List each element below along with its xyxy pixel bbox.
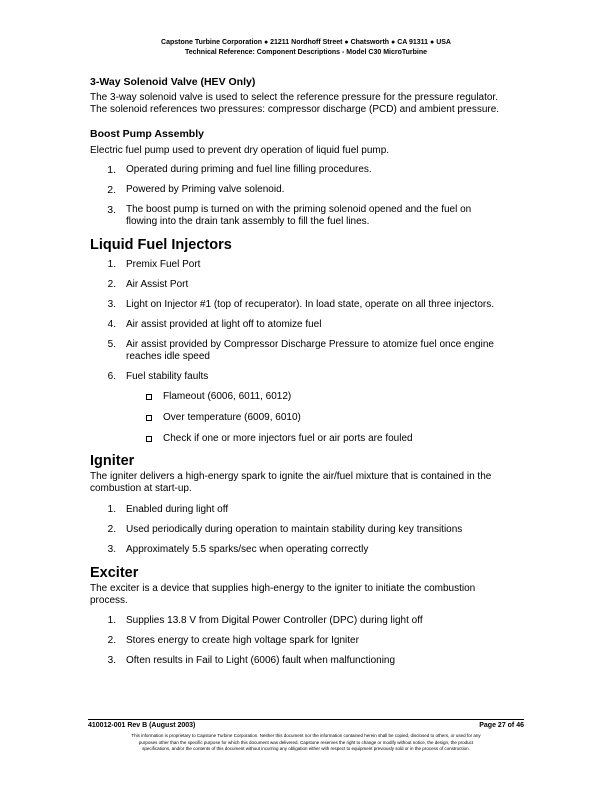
solenoid-heading: 3-Way Solenoid Valve (HEV Only) [90,76,256,88]
list-number: 4. [107,319,116,330]
list-item [90,371,530,383]
checkbox-bullet-icon [146,394,152,400]
list-number: 2. [107,635,116,646]
exciter-list [90,615,530,667]
list-number: 1. [107,504,116,515]
list-item [90,279,530,291]
list-text: Premix Fuel Port [126,259,201,270]
solenoid-text-1: The 3-way solenoid valve is used to select the reference pressure for the pressure regulator. [90,92,498,103]
list-number: 1. [107,259,116,270]
disclaimer-line: purposes other than the specific purpose for which this document was delivered. Capstone reserves the right to change or modify without notice, the design, the product [138,739,474,745]
boost-heading: Boost Pump Assembly [90,128,204,140]
list-text: Powered by Priming valve solenoid. [126,184,285,195]
exciter-text-1: The exciter is a device that supplies high-energy to the igniter to initiate the combustion [90,583,476,594]
sub-list-text: Over temperature (6009, 6010) [163,412,301,423]
page-footer [88,722,524,729]
list-number: 1. [107,164,116,176]
checkbox-bullet-icon [146,436,152,442]
list-item [90,164,530,176]
boost-list [90,164,530,228]
checkbox-bullet-icon [146,415,152,421]
list-number: 6. [107,371,116,382]
list-text: Operated during priming and fuel line filling procedures. [126,164,372,175]
list-text: Approximately 5.5 sparks/sec when operating correctly [126,544,369,555]
list-item [90,504,530,516]
injectors-list [90,259,530,383]
list-text: flowing into the drain tank assembly to fill the fuel lines. [126,216,370,227]
exciter-heading: Exciter [90,565,139,581]
solenoid-text-2: The solenoid references two pressures: compressor discharge (PCD) and ambient pressure. [90,104,500,115]
disclaimer [90,733,522,753]
list-text: Enabled during light off [126,504,229,515]
sub-list-text: Flameout (6006, 6011, 6012) [163,391,292,402]
document-number: 410012-001 Rev B (August 2003) [88,722,196,729]
list-item [90,615,530,627]
disclaimer-line: This information is proprietary to Capstone Turbine Corporation. Neither this document nor the information contained herein shall be copied, disclosed to others, or used for any [131,733,481,738]
list-number: 1. [107,615,116,626]
list-text: Air Assist Port [126,279,189,290]
list-number: 3. [107,655,116,666]
list-text: Light on Injector #1 (top of recuperator). In load state, operate on all three injectors. [126,299,494,310]
list-text: Used periodically during operation to maintain stability during key transitions [126,524,463,535]
list-item [90,635,530,647]
list-number: 2. [107,184,116,196]
igniter-heading: Igniter [90,453,135,469]
footer-divider [88,719,524,720]
sub-list-item [90,391,530,403]
sub-list-item [90,412,530,424]
boost-text: Electric fuel pump used to prevent dry operation of liquid fuel pump. [90,145,390,156]
page-content [90,76,530,667]
list-item [90,544,530,556]
list-text: Often results in Fail to Light (6006) fault when malfunctioning [126,655,396,666]
list-text: Air assist provided at light off to atomize fuel [126,319,322,330]
igniter-text-2: combustion at start-up. [90,483,192,494]
sub-list-item [90,433,530,445]
list-text: Fuel stability faults [126,371,209,382]
list-item [90,339,530,363]
igniter-list [90,504,530,556]
igniter-text-1: The igniter delivers a high-energy spark to ignite the air/fuel mixture that is contained in the [90,471,492,482]
list-item [90,319,530,331]
list-item [90,204,530,228]
list-item [90,299,530,311]
disclaimer-line: specifications, and/or the contents of this document without incurring any obligation either with respect to equipment previously sold or in the process of construction. [142,746,470,751]
header-company-line: Capstone Turbine Corporation ● 21211 Nordhoff Street ● Chatsworth ● CA 91311 ● USA [161,39,451,46]
list-text: reaches idle speed [126,351,210,362]
sub-list-text: Check if one or more injectors fuel or air ports are fouled [163,433,413,444]
list-item [90,259,530,271]
exciter-text-2: process. [90,595,128,606]
list-text: Stores energy to create high voltage spark for Igniter [126,635,359,646]
list-number: 5. [107,339,116,350]
injectors-heading: Liquid Fuel Injectors [90,237,232,253]
list-text: Air assist provided by Compressor Discharge Pressure to atomize fuel once engine [126,339,494,350]
list-number: 2. [107,524,116,535]
page-number: Page 27 of 46 [479,722,524,729]
list-item [90,184,530,196]
header-title-line: Technical Reference: Component Descriptions - Model C30 MicroTurbine [184,49,428,56]
list-number: 3. [107,544,116,555]
list-item [90,655,530,667]
page-header [0,38,612,58]
list-item [90,524,530,536]
list-text: Supplies 13.8 V from Digital Power Controller (DPC) during light off [126,615,423,626]
list-number: 3. [107,299,116,310]
list-number: 3. [107,204,116,216]
list-text: The boost pump is turned on with the priming solenoid opened and the fuel on [126,204,472,215]
fault-sublist [90,391,530,445]
list-number: 2. [107,279,116,290]
